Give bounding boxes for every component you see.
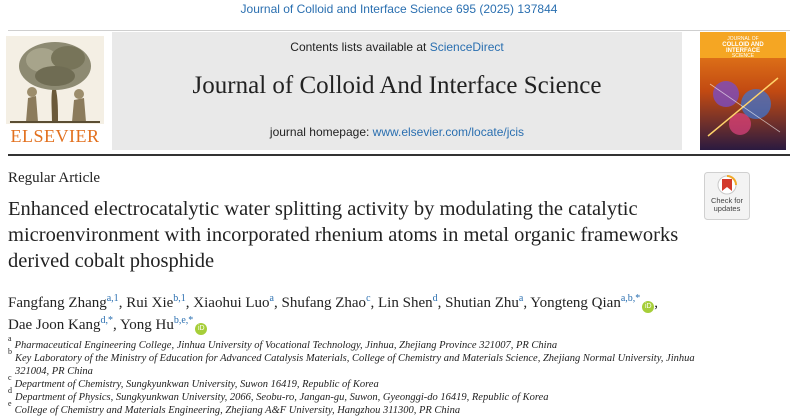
orcid-icon[interactable]: iD (642, 301, 654, 313)
author-affiliation-sup[interactable]: b,1 (173, 293, 186, 304)
affiliation-letter: e (8, 399, 12, 408)
author-name[interactable]: Rui Xie (126, 295, 174, 311)
cover-line-2: COLLOID AND (722, 42, 764, 48)
author[interactable] (281, 295, 370, 311)
affiliation-item (8, 386, 728, 404)
author[interactable] (445, 295, 523, 311)
article-title: Enhanced electrocatalytic water splitting activity by modulating the catalytic microenvironment with incorporated rhenium atoms in metal organic frameworks derived cobalt phosphide (8, 198, 679, 272)
affiliation-text: Pharmaceutical Engineering College, Jinhua University of Vocational Technology, Jinhua, Zhejiang Province 321007, PR China (14, 340, 558, 351)
author[interactable] (530, 295, 654, 311)
author-list: Fangfang Zhang$^{a,1}$, Rui Xie$^{b,1}$, Xiaohui Luo$^a$, Shufang Zhao$^c$, Lin Shen$^d$, Shutian Zhu$^a$, Yongteng Qian$^{a,b,*}$iD , Dae Joon Kang$^{d,*}$, Yong Hu$^{b,e,*}$iD (8, 293, 659, 333)
sciencedirect-link[interactable]: ScienceDirect (429, 40, 504, 54)
author-name[interactable]: Yong Hu (119, 317, 174, 333)
author-affiliation-sup[interactable]: c (366, 293, 371, 304)
affiliation-text: College of Chemistry and Materials Engineering, Zhejiang A&F University, Hangzhou 311300, PR China (14, 405, 461, 416)
journal-homepage-link[interactable]: www.elsevier.com/locate/jcis (372, 125, 525, 139)
journal-title[interactable]: Journal of Colloid And Interface Science (192, 72, 602, 99)
affiliation-text: Department of Chemistry, Sungkyunkwan University, Suwon 16419, Republic of Korea (14, 379, 379, 390)
author-affiliation-sup[interactable]: b,e,* (173, 315, 194, 326)
homepage-prefix: journal homepage: (269, 125, 373, 139)
header-divider-top (8, 30, 790, 31)
author-name[interactable]: Xiaohui Luo (193, 295, 270, 311)
cover-line-4: SCIENCE (731, 53, 755, 59)
author-affiliation-sup[interactable]: d,* (100, 315, 113, 326)
journal-cover-image[interactable] (700, 32, 786, 150)
citation-link[interactable]: Journal of Colloid and Interface Science 695 (2025) 137844 (240, 2, 558, 16)
affiliation-letter: a (8, 334, 12, 343)
author-name[interactable]: Yongteng Qian (530, 295, 621, 311)
contents-prefix: Contents lists available at (290, 40, 430, 54)
affiliation-list (8, 334, 728, 417)
cover-line-3: INTERFACE (725, 48, 761, 54)
orcid-icon[interactable]: iD (195, 323, 207, 335)
affiliation-letter: c (8, 373, 12, 382)
affiliation-item (8, 399, 728, 417)
homepage-line (112, 125, 682, 139)
author[interactable] (126, 295, 186, 311)
author-name[interactable]: Shufang Zhao (281, 295, 367, 311)
check-for-updates-line-2: updates (713, 204, 741, 213)
author-name[interactable]: Fangfang Zhang (8, 295, 107, 311)
author-name[interactable]: Lin Shen (378, 295, 433, 311)
affiliation-letter: b (8, 347, 12, 356)
author-name[interactable]: Shutian Zhu (445, 295, 519, 311)
affiliation-item (8, 347, 728, 378)
author-affiliation-sup[interactable]: a (269, 293, 274, 304)
author-affiliation-sup[interactable]: a,1 (106, 293, 119, 304)
affiliation-text: Key Laboratory of the Ministry of Education for Advanced Catalysis Materials, College of Chemistry and Materials Science, Zhejiang Normal University, Jinhua 321004, PR China (15, 353, 695, 377)
author[interactable] (8, 317, 113, 333)
author[interactable] (193, 295, 274, 311)
author-affiliation-sup[interactable]: d (432, 293, 438, 304)
check-for-updates-label[interactable] (704, 197, 750, 213)
affiliation-item (8, 334, 728, 352)
author[interactable] (378, 295, 438, 311)
check-for-updates-line-1: Check for (710, 196, 744, 205)
author[interactable] (8, 295, 119, 311)
cover-line-1: JOURNAL OF (727, 36, 759, 42)
contents-line (112, 40, 682, 54)
author-name[interactable]: Dae Joon Kang (8, 317, 101, 333)
author-affiliation-sup[interactable]: a (518, 293, 524, 304)
affiliation-item (8, 373, 728, 391)
article-type: Regular Article (8, 170, 101, 186)
affiliation-letter: d (8, 386, 12, 395)
author[interactable] (120, 317, 207, 333)
header-divider-bottom (8, 154, 790, 156)
author-affiliation-sup[interactable]: a,b,* (620, 293, 641, 304)
journal-masthead (112, 32, 682, 150)
publisher-wordmark: ELSEVIER (10, 126, 100, 146)
affiliation-text: Department of Physics, Sungkyunkwan University, 2066, Seobu-ro, Jangan-gu, Suwon, Gyeonggi-do 16419, Republic of Korea (15, 392, 549, 403)
